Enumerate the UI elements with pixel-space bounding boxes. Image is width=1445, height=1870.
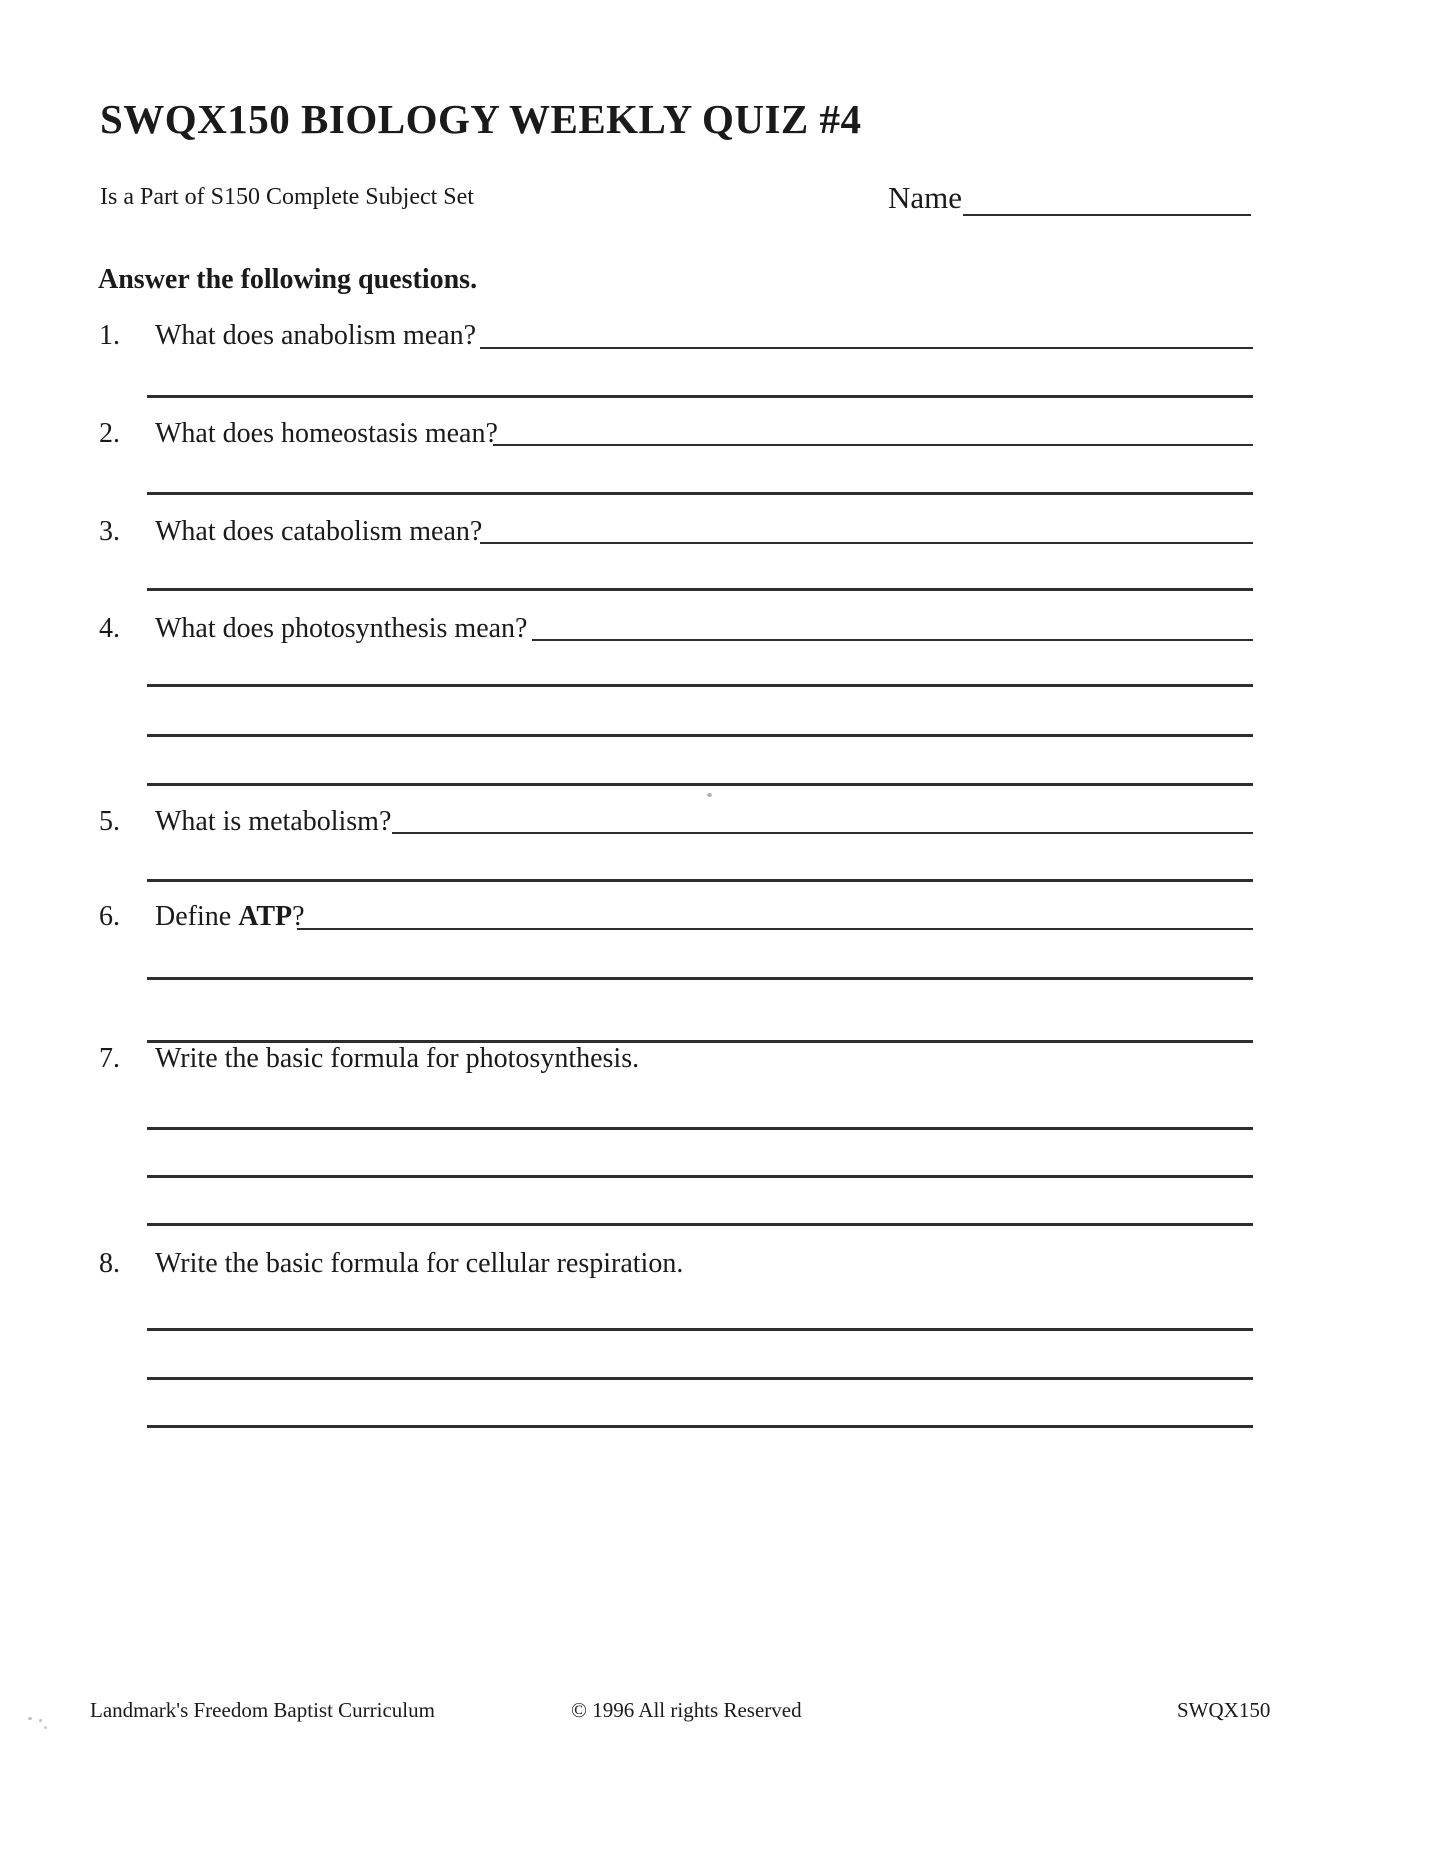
answer-line — [480, 542, 1253, 544]
answer-line — [147, 977, 1253, 980]
question-number: 1. — [99, 320, 120, 351]
question-number: 7. — [99, 1043, 120, 1074]
answer-line — [147, 879, 1253, 882]
scan-speck — [707, 793, 712, 797]
answer-line — [297, 928, 1253, 930]
footer-code: SWQX150 — [1177, 1698, 1271, 1722]
question-item — [99, 1248, 683, 1280]
answer-line — [147, 783, 1253, 786]
question-item — [99, 418, 498, 450]
question-item — [99, 516, 482, 548]
answer-line — [147, 492, 1253, 495]
question-number: 6. — [99, 901, 120, 932]
answer-line — [147, 1127, 1253, 1130]
answer-line — [147, 1223, 1253, 1226]
scan-speck — [44, 1726, 47, 1729]
question-item — [99, 806, 391, 838]
question-item — [99, 901, 305, 933]
subtitle: Is a Part of S150 Complete Subject Set — [100, 184, 474, 210]
answer-line — [392, 832, 1253, 834]
question-text: What does anabolism mean? — [155, 320, 477, 351]
question-text: What does homeostasis mean? — [155, 418, 498, 449]
answer-line — [147, 734, 1253, 737]
answer-line — [147, 1328, 1253, 1331]
question-number: 5. — [99, 806, 120, 837]
page-title: SWQX150 BIOLOGY WEEKLY QUIZ #4 — [100, 96, 862, 142]
instruction: Answer the following questions. — [98, 264, 478, 295]
scan-speck — [28, 1717, 32, 1720]
scan-speck — [39, 1719, 42, 1722]
answer-line — [147, 1175, 1253, 1178]
question-item — [99, 320, 476, 352]
question-item — [99, 1043, 639, 1075]
question-number: 4. — [99, 613, 120, 644]
answer-line — [147, 588, 1253, 591]
answer-line — [147, 684, 1253, 687]
question-text: What does catabolism mean? — [155, 516, 483, 547]
answer-line — [480, 347, 1253, 349]
question-text: What is metabolism? — [155, 806, 392, 837]
question-number: 2. — [99, 418, 120, 449]
footer-publisher: Landmark's Freedom Baptist Curriculum — [90, 1698, 435, 1722]
answer-line — [147, 395, 1253, 398]
question-text: What does photosynthesis mean? — [155, 613, 528, 644]
name-label: Name — [888, 180, 963, 215]
question-text: Define ATP? — [155, 901, 305, 932]
name-line — [963, 214, 1251, 216]
question-text: Write the basic formula for cellular respiration. — [155, 1248, 684, 1279]
question-item — [99, 613, 527, 645]
answer-line — [493, 444, 1253, 446]
answer-line — [147, 1377, 1253, 1380]
question-number: 8. — [99, 1248, 120, 1279]
question-number: 3. — [99, 516, 120, 547]
question-text: Write the basic formula for photosynthesis. — [155, 1043, 640, 1074]
answer-line — [147, 1425, 1253, 1428]
footer-copyright: © 1996 All rights Reserved — [571, 1698, 802, 1722]
answer-line — [532, 639, 1253, 641]
